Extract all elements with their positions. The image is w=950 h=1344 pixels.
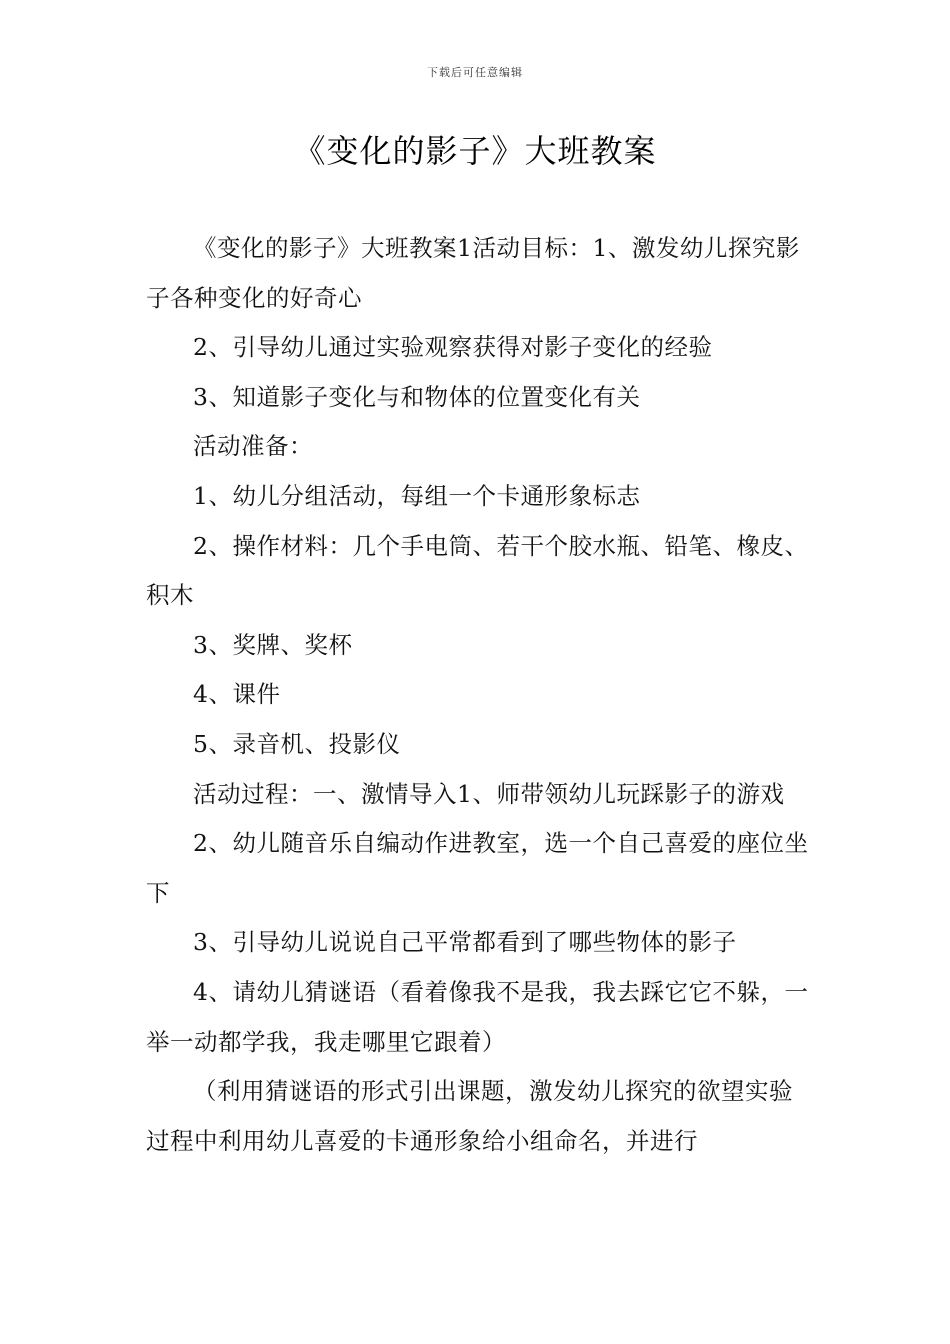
paragraph: （利用猜谜语的形式引出课题，激发幼儿探究的欲望实验过程中利用幼儿喜爱的卡通形象给小组命名，并进行: [146, 1077, 793, 1155]
paragraph: 《变化的影子》大班教案1活动目标：1、激发幼儿探究影子各种变化的好奇心: [146, 234, 800, 312]
paragraph: 4、课件: [193, 680, 281, 709]
paragraph: 3、引导幼儿说说自己平常都看到了哪些物体的影子: [193, 928, 737, 957]
paragraph: 2、引导幼儿通过实验观察获得对影子变化的经验: [193, 333, 713, 362]
header-note: 下载后可任意编辑: [427, 66, 523, 79]
paragraph: 4、请幼儿猜谜语（看着像我不是我，我去踩它它不躲，一举一动都学我，我走哪里它跟着）: [146, 977, 809, 1056]
paragraph: 2、幼儿随音乐自编动作进教室，选一个自己喜爱的座位坐下: [146, 829, 809, 907]
paragraph: 活动准备：: [193, 432, 313, 461]
paragraph: 2、操作材料：几个手电筒、若干个胶水瓶、铅笔、橡皮、积木: [146, 531, 809, 610]
paragraph: 3、知道影子变化与和物体的位置变化有关: [193, 382, 641, 411]
paragraph: 5、录音机、投影仪: [193, 729, 401, 758]
paragraph: 1、幼儿分组活动，每组一个卡通形象标志: [193, 481, 641, 510]
document-title: 《变化的影子》大班教案: [293, 132, 657, 170]
paragraph: 活动过程：一、激情导入1、师带领幼儿玩踩影子的游戏: [193, 779, 785, 808]
document-body: [146, 224, 816, 1166]
paragraph: 3、奖牌、奖杯: [193, 630, 353, 659]
